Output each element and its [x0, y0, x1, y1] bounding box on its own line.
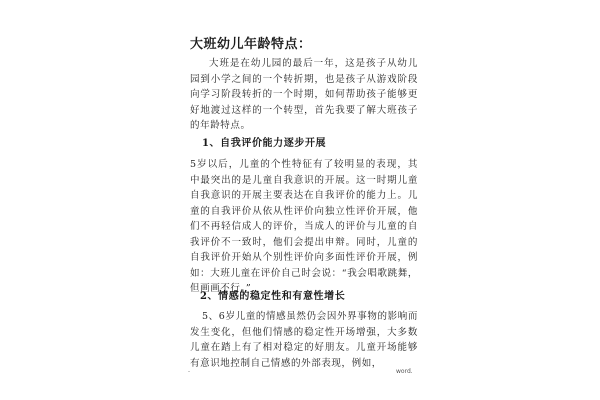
page-footer-mark: -: [188, 368, 191, 375]
section-paragraph: 5岁以后，儿童的个性特征有了较明显的表现，其中最突出的是儿童自我意识的开展。这一时期儿童自我意识的开展主要表达在自我评价的能力上。儿童的自我评价从依从性评价向独立性评价开展，他们不再轻信成人的评价，当成人的评价与儿童的自我评价不一致时，他们会提出申辩。同时，儿童的自我评价开始从个别性评价向多面性评价开展，例如：大班儿童在评价自己时会说：“我会唱歌跳舞，但画画不行。”: [190, 159, 418, 294]
intro-paragraph: 大班是在幼儿园的最后一年，这是孩子从幼儿园到小学之间的一个转折期，也是孩子从游戏阶段向学习阶段转折的一个时期，如何帮助孩子能够更好地渡过这样的一个转型，首先我要了解大班孩子的年龄特点。: [190, 58, 418, 131]
section-heading: 1、自我评价能力逐步开展: [202, 138, 327, 149]
section-heading: 2、情感的稳定性和有意性增长: [200, 291, 346, 302]
document-title: 大班幼儿年龄特点：: [190, 37, 312, 52]
page-footer-text: word.: [396, 368, 413, 375]
section-paragraph: 5、6岁儿童的情感虽然仍会因外界事物的影响而发生变化，但他们情感的稳定性开场增强，大多数儿童在踏上有了相对稳定的好朋友。儿童开场能够有意识地控制自己情感的外部表现，例如，: [190, 311, 418, 369]
